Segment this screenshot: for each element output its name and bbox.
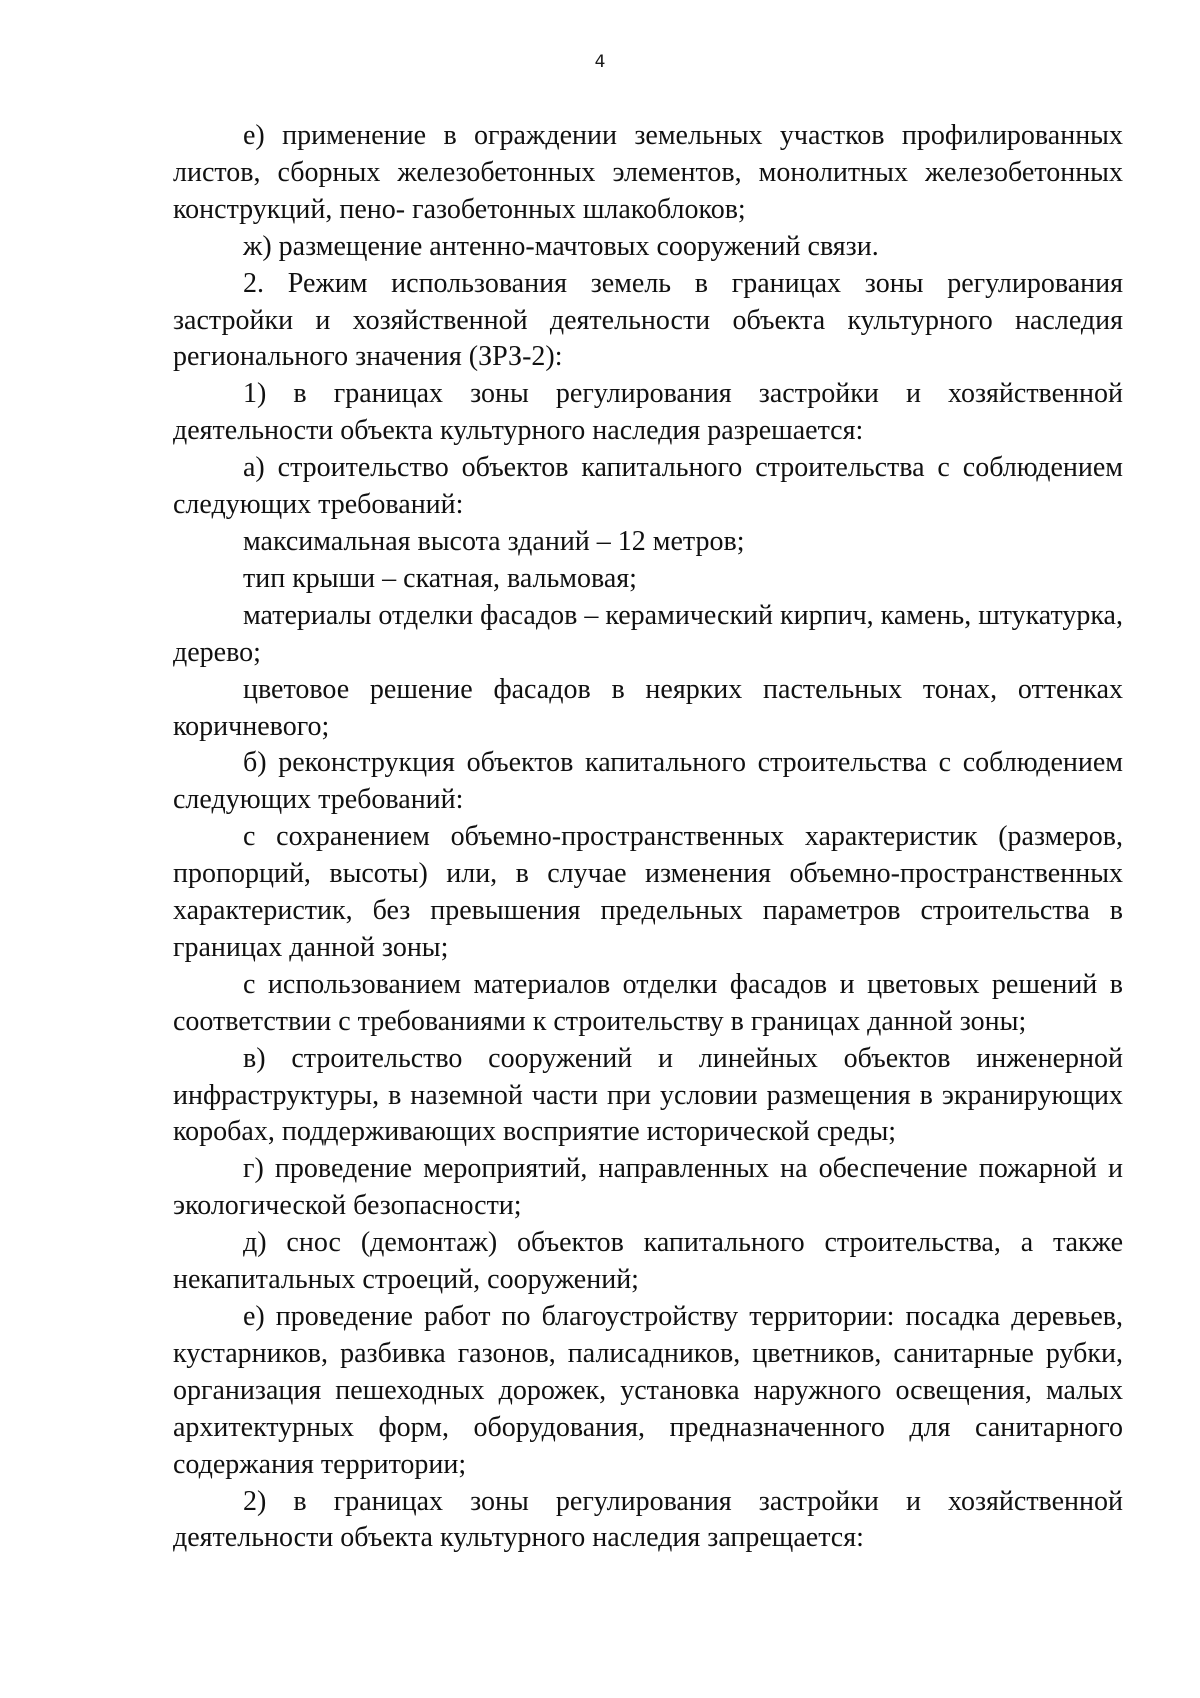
- paragraph-b-reconstruction: б) реконструкция объектов капитального строительства с соблюдением следующих требований:: [173, 747, 1123, 816]
- paragraph-d-demolition: д) снос (демонтаж) объектов капитального строительства, а также некапитальных строеций, сооружений;: [173, 1227, 1123, 1296]
- paragraph-facade-colors: цветовое решение фасадов в неярких пастельных тонах, оттенках коричневого;: [173, 673, 1123, 742]
- paragraph-a-construction: а) строительство объектов капитального строительства с соблюдением следующих требований:: [173, 452, 1123, 521]
- paragraph-2-prohibited: 2) в границах зоны регулирования застройки и хозяйственной деятельности объекта культурного наследия запрещается:: [173, 1485, 1123, 1554]
- paragraph-zh-antenna-structures: ж) размещение антенно-мачтовых сооружений связи.: [243, 230, 879, 262]
- page-number: 4: [594, 52, 606, 72]
- paragraph-finishing-materials: с использованием материалов отделки фасадов и цветовых решений в соответствии с требованиями к строительству в границах данной зоны;: [173, 968, 1123, 1037]
- paragraph-1-permitted: 1) в границах зоны регулирования застройки и хозяйственной деятельности объекта культурного наследия разрешается:: [173, 378, 1123, 447]
- paragraph-section-2-land-use-regime: 2. Режим использования земель в границах зоны регулирования застройки и хозяйственной деятельности объекта культурного наследия регионального значения (ЗРЗ-2):: [173, 267, 1123, 373]
- paragraph-e-landscaping: е) проведение работ по благоустройству территории: посадка деревьев, кустарников, разбивка газонов, палисадников, цветников, санитарные рубки, организация пешеходных дорожек, установка наружного освещения, малых архитектурных форм, оборудования, предназначенного для санитарного содержания территории;: [173, 1301, 1123, 1480]
- paragraph-v-infrastructure: в) строительство сооружений и линейных объектов инженерной инфраструктуры, в наземной части при условии размещения в экранирующих коробах, поддерживающих восприятие исторической среды;: [173, 1042, 1123, 1148]
- document-body: [173, 118, 1123, 1557]
- paragraph-facade-materials: материалы отделки фасадов – керамический кирпич, камень, штукатурка, дерево;: [173, 599, 1123, 668]
- paragraph-roof-type: тип крыши – скатная, вальмовая;: [243, 562, 637, 594]
- paragraph-volume-spatial: с сохранением объемно-пространственных характеристик (размеров, пропорций, высоты) или, в случае изменения объемно-пространственных характеристик, без превышения предельных параметров строительства в границах данной зоны;: [173, 821, 1123, 963]
- paragraph-g-safety: г) проведение мероприятий, направленных на обеспечение пожарной и экологической безопасности;: [173, 1153, 1123, 1222]
- paragraph-max-height: максимальная высота зданий – 12 метров;: [243, 525, 745, 557]
- paragraph-e-fencing-materials: е) применение в ограждении земельных участков профилированных листов, сборных железобетонных элементов, монолитных железобетонных конструкций, пено- газобетонных шлакоблоков;: [173, 120, 1123, 225]
